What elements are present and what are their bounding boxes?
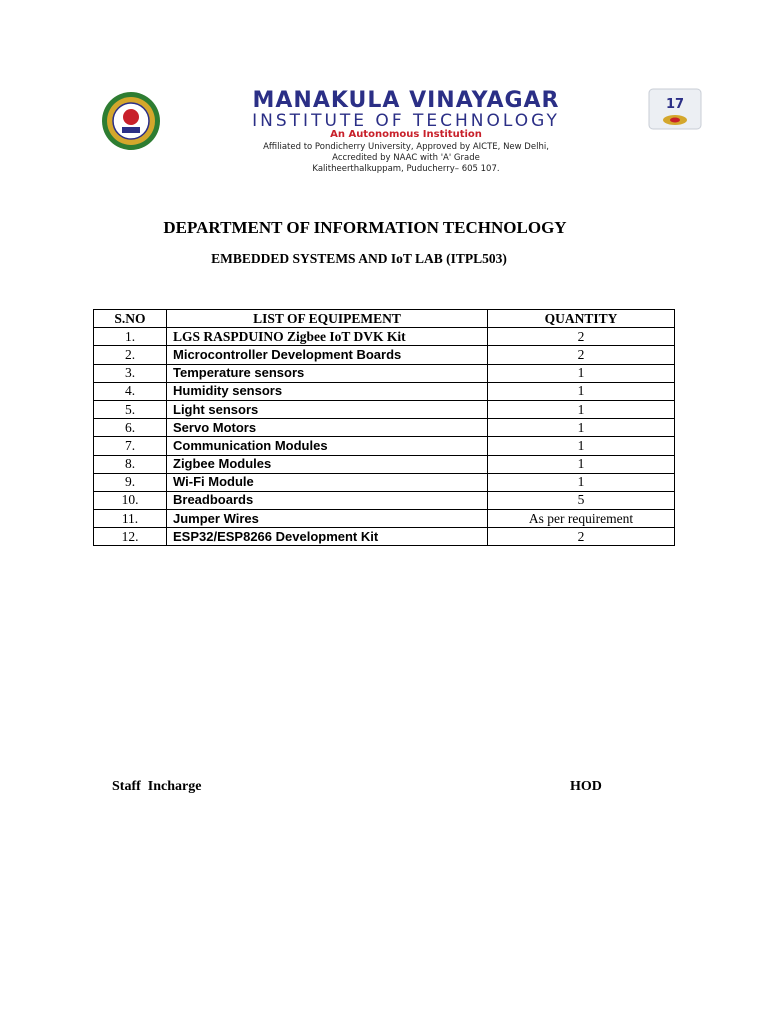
row-item: Communication Modules (167, 437, 488, 455)
row-sno: 7. (94, 437, 167, 455)
anniversary-badge-text: 17 (665, 97, 685, 112)
row-sno: 11. (94, 510, 167, 528)
header-sno: S.NO (94, 310, 167, 328)
row-qty: 1 (488, 364, 675, 382)
row-item: Humidity sensors (167, 382, 488, 400)
row-item: Microcontroller Development Boards (167, 346, 488, 364)
letterhead (96, 84, 706, 176)
table-row (94, 437, 675, 455)
row-sno: 5. (94, 400, 167, 418)
affiliation-line: Affiliated to Pondicherry University, Approved by AICTE, New Delhi, (263, 142, 549, 152)
row-qty: As per requirement (488, 510, 675, 528)
row-qty: 1 (488, 419, 675, 437)
table-row (94, 528, 675, 546)
row-item: Wi-Fi Module (167, 473, 488, 491)
table-row (94, 364, 675, 382)
row-sno: 4. (94, 382, 167, 400)
table-row (94, 400, 675, 418)
row-item: Breadboards (167, 491, 488, 509)
autonomous-tagline: An Autonomous Institution (330, 129, 482, 140)
header-item: LIST OF EQUIPEMENT (167, 310, 488, 328)
row-qty: 2 (488, 346, 675, 364)
hod-signature: HOD (570, 779, 602, 794)
row-qty: 2 (488, 528, 675, 546)
row-qty: 5 (488, 491, 675, 509)
institution-seal-icon (100, 90, 162, 152)
table-row (94, 491, 675, 509)
row-qty: 1 (488, 473, 675, 491)
row-qty: 2 (488, 328, 675, 346)
anniversary-logo (648, 88, 702, 130)
row-qty: 1 (488, 437, 675, 455)
department-title: DEPARTMENT OF INFORMATION TECHNOLOGY (163, 218, 567, 237)
address-line: Kalitheerthalkuppam, Puducherry– 605 107. (312, 164, 500, 174)
table-row (94, 328, 675, 346)
header-qty: QUANTITY (488, 310, 675, 328)
table-header-row (94, 310, 675, 328)
accreditation-line: Accredited by NAAC with 'A' Grade (332, 153, 480, 163)
row-item: Light sensors (167, 400, 488, 418)
row-sno: 2. (94, 346, 167, 364)
row-sno: 10. (94, 491, 167, 509)
row-sno: 6. (94, 419, 167, 437)
row-sno: 3. (94, 364, 167, 382)
row-item: Servo Motors (167, 419, 488, 437)
table-row (94, 510, 675, 528)
row-sno: 8. (94, 455, 167, 473)
institution-name: MANAKULA VINAYAGAR (252, 88, 560, 113)
row-item: LGS RASPDUINO Zigbee IoT DVK Kit (167, 328, 488, 346)
row-item: Zigbee Modules (167, 455, 488, 473)
table-row (94, 473, 675, 491)
table-row (94, 419, 675, 437)
row-qty: 1 (488, 400, 675, 418)
row-sno: 12. (94, 528, 167, 546)
table-row (94, 382, 675, 400)
table-row (94, 346, 675, 364)
row-item: Temperature sensors (167, 364, 488, 382)
lab-title: EMBEDDED SYSTEMS AND IoT LAB (ITPL503) (211, 251, 507, 266)
anniversary-logo-icon (648, 88, 702, 130)
institution-subtitle: INSTITUTE OF TECHNOLOGY (252, 111, 560, 131)
equipment-table (93, 309, 675, 546)
row-qty: 1 (488, 382, 675, 400)
row-qty: 1 (488, 455, 675, 473)
row-sno: 9. (94, 473, 167, 491)
row-sno: 1. (94, 328, 167, 346)
row-item: ESP32/ESP8266 Development Kit (167, 528, 488, 546)
row-item: Jumper Wires (167, 510, 488, 528)
table-row (94, 455, 675, 473)
staff-incharge-signature: Staff Incharge (112, 779, 202, 794)
